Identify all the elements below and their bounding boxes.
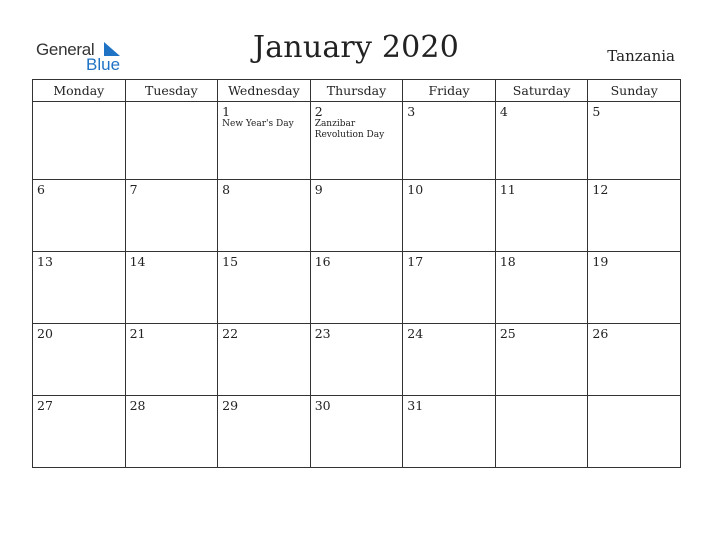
day-number: 27 bbox=[37, 398, 53, 413]
weekday-header-row bbox=[33, 80, 681, 102]
day-cell bbox=[125, 180, 218, 252]
day-number: 21 bbox=[129, 326, 146, 341]
day-number: 25 bbox=[499, 326, 516, 341]
calendar-grid bbox=[32, 79, 681, 468]
day-number: 18 bbox=[499, 254, 516, 269]
day-cell bbox=[218, 102, 311, 180]
day-number: 5 bbox=[592, 104, 601, 119]
day-number: 29 bbox=[222, 398, 239, 413]
day-number: 12 bbox=[592, 182, 609, 197]
day-cell bbox=[310, 396, 403, 468]
weekday-header: Friday bbox=[403, 80, 496, 102]
day-cell bbox=[403, 180, 496, 252]
day-cell bbox=[495, 252, 588, 324]
logo-word-blue: Blue bbox=[86, 55, 121, 74]
weekday-header: Saturday bbox=[495, 80, 588, 102]
day-cell bbox=[403, 102, 496, 180]
week-row bbox=[33, 180, 681, 252]
day-number: 7 bbox=[129, 182, 138, 197]
day-cell bbox=[125, 396, 218, 468]
day-cell bbox=[218, 396, 311, 468]
day-number: 1 bbox=[222, 104, 231, 119]
day-cell bbox=[125, 252, 218, 324]
weekday-header: Monday bbox=[33, 80, 126, 102]
day-number: 13 bbox=[37, 254, 53, 269]
day-cell bbox=[588, 324, 681, 396]
day-number: 22 bbox=[222, 326, 239, 341]
holiday-label: Zanzibar Revolution Day bbox=[314, 119, 385, 140]
weekday-header: Wednesday bbox=[218, 80, 311, 102]
day-number: 28 bbox=[129, 398, 146, 413]
day-number: 20 bbox=[37, 326, 53, 341]
day-number: 24 bbox=[407, 326, 424, 341]
weekday-header: Sunday bbox=[588, 80, 681, 102]
week-row bbox=[33, 252, 681, 324]
day-cell bbox=[403, 324, 496, 396]
day-cell bbox=[310, 102, 403, 180]
holiday-label: New Year's Day bbox=[222, 119, 294, 129]
day-cell bbox=[310, 324, 403, 396]
day-cell bbox=[495, 102, 588, 180]
day-number: 23 bbox=[314, 326, 331, 341]
day-cell bbox=[218, 252, 311, 324]
day-number: 8 bbox=[222, 182, 231, 197]
day-cell bbox=[588, 180, 681, 252]
day-cell bbox=[403, 396, 496, 468]
day-cell bbox=[495, 180, 588, 252]
country-label: Tanzania bbox=[607, 47, 675, 65]
day-number: 15 bbox=[222, 254, 239, 269]
week-row bbox=[33, 396, 681, 468]
day-cell bbox=[588, 396, 681, 468]
week-row bbox=[33, 324, 681, 396]
day-number: 19 bbox=[592, 254, 609, 269]
calendar-title: January 2020 bbox=[252, 30, 459, 65]
day-cell bbox=[588, 252, 681, 324]
day-number: 3 bbox=[407, 104, 416, 119]
day-number: 31 bbox=[407, 398, 424, 413]
day-cell bbox=[125, 102, 218, 180]
day-cell bbox=[495, 324, 588, 396]
day-number: 4 bbox=[499, 104, 508, 119]
day-cell bbox=[218, 324, 311, 396]
weekday-header: Thursday bbox=[310, 80, 403, 102]
day-number: 14 bbox=[129, 254, 146, 269]
day-cell bbox=[33, 324, 126, 396]
day-cell bbox=[310, 180, 403, 252]
day-number: 2 bbox=[314, 104, 323, 119]
day-number: 10 bbox=[407, 182, 424, 197]
day-cell bbox=[588, 102, 681, 180]
day-cell bbox=[495, 396, 588, 468]
day-number: 11 bbox=[499, 182, 516, 197]
day-number: 9 bbox=[314, 182, 323, 197]
day-cell bbox=[33, 102, 126, 180]
day-number: 30 bbox=[314, 398, 331, 413]
day-number: 17 bbox=[407, 254, 424, 269]
logo-word-general: General bbox=[36, 40, 95, 59]
week-row bbox=[33, 102, 681, 180]
weekday-header: Tuesday bbox=[125, 80, 218, 102]
day-cell bbox=[33, 396, 126, 468]
day-number: 6 bbox=[37, 182, 45, 197]
day-number: 26 bbox=[592, 326, 609, 341]
day-cell bbox=[310, 252, 403, 324]
day-cell bbox=[125, 324, 218, 396]
day-cell bbox=[33, 252, 126, 324]
day-number: 16 bbox=[314, 254, 331, 269]
day-cell bbox=[218, 180, 311, 252]
day-cell bbox=[403, 252, 496, 324]
day-cell bbox=[33, 180, 126, 252]
